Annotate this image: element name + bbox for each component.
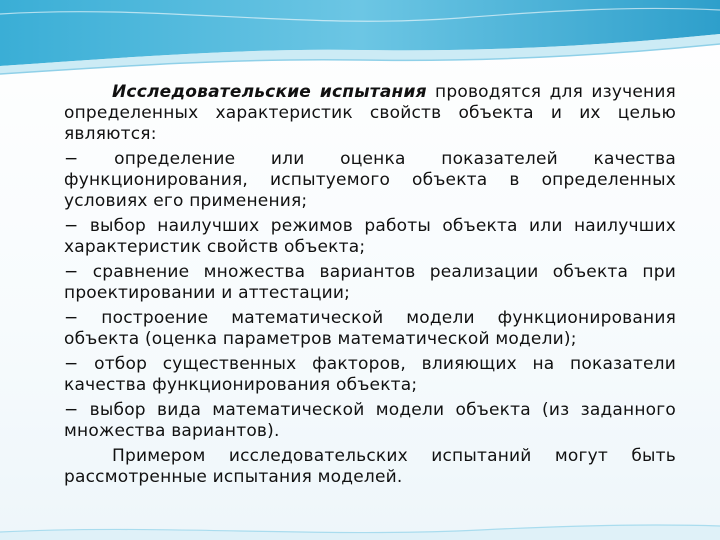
list-item-6: − выбор вида математической модели объекта (из заданного множества вариантов). bbox=[64, 400, 676, 441]
list-item-2: − выбор наилучших режимов работы объекта или наилучших характеристик свойств объекта; bbox=[64, 216, 676, 257]
bottom-wave-decoration bbox=[0, 518, 720, 540]
list-item-1: − определение или оценка показателей качества функционирования, испытуемого объекта в определенных условиях его применения; bbox=[64, 149, 676, 211]
list-item-4: − построение математической модели функционирования объекта (оценка параметров математической модели); bbox=[64, 308, 676, 349]
intro-term: Исследовательские испытания bbox=[112, 82, 427, 102]
top-wave-decoration bbox=[0, 0, 720, 80]
conclusion-paragraph: Примером исследовательских испытаний могут быть рассмотренные испытания моделей. bbox=[64, 446, 676, 487]
intro-text: проводятся для изучения определенных характеристик свойств объекта и их целью являются: bbox=[64, 82, 676, 144]
list-item-5: − отбор существенных факторов, влияющих на показатели качества функционирования объекта; bbox=[64, 354, 676, 395]
slide-body bbox=[64, 82, 676, 492]
list-item-3: − сравнение множества вариантов реализации объекта при проектировании и аттестации; bbox=[64, 262, 676, 303]
intro-paragraph bbox=[64, 82, 676, 145]
